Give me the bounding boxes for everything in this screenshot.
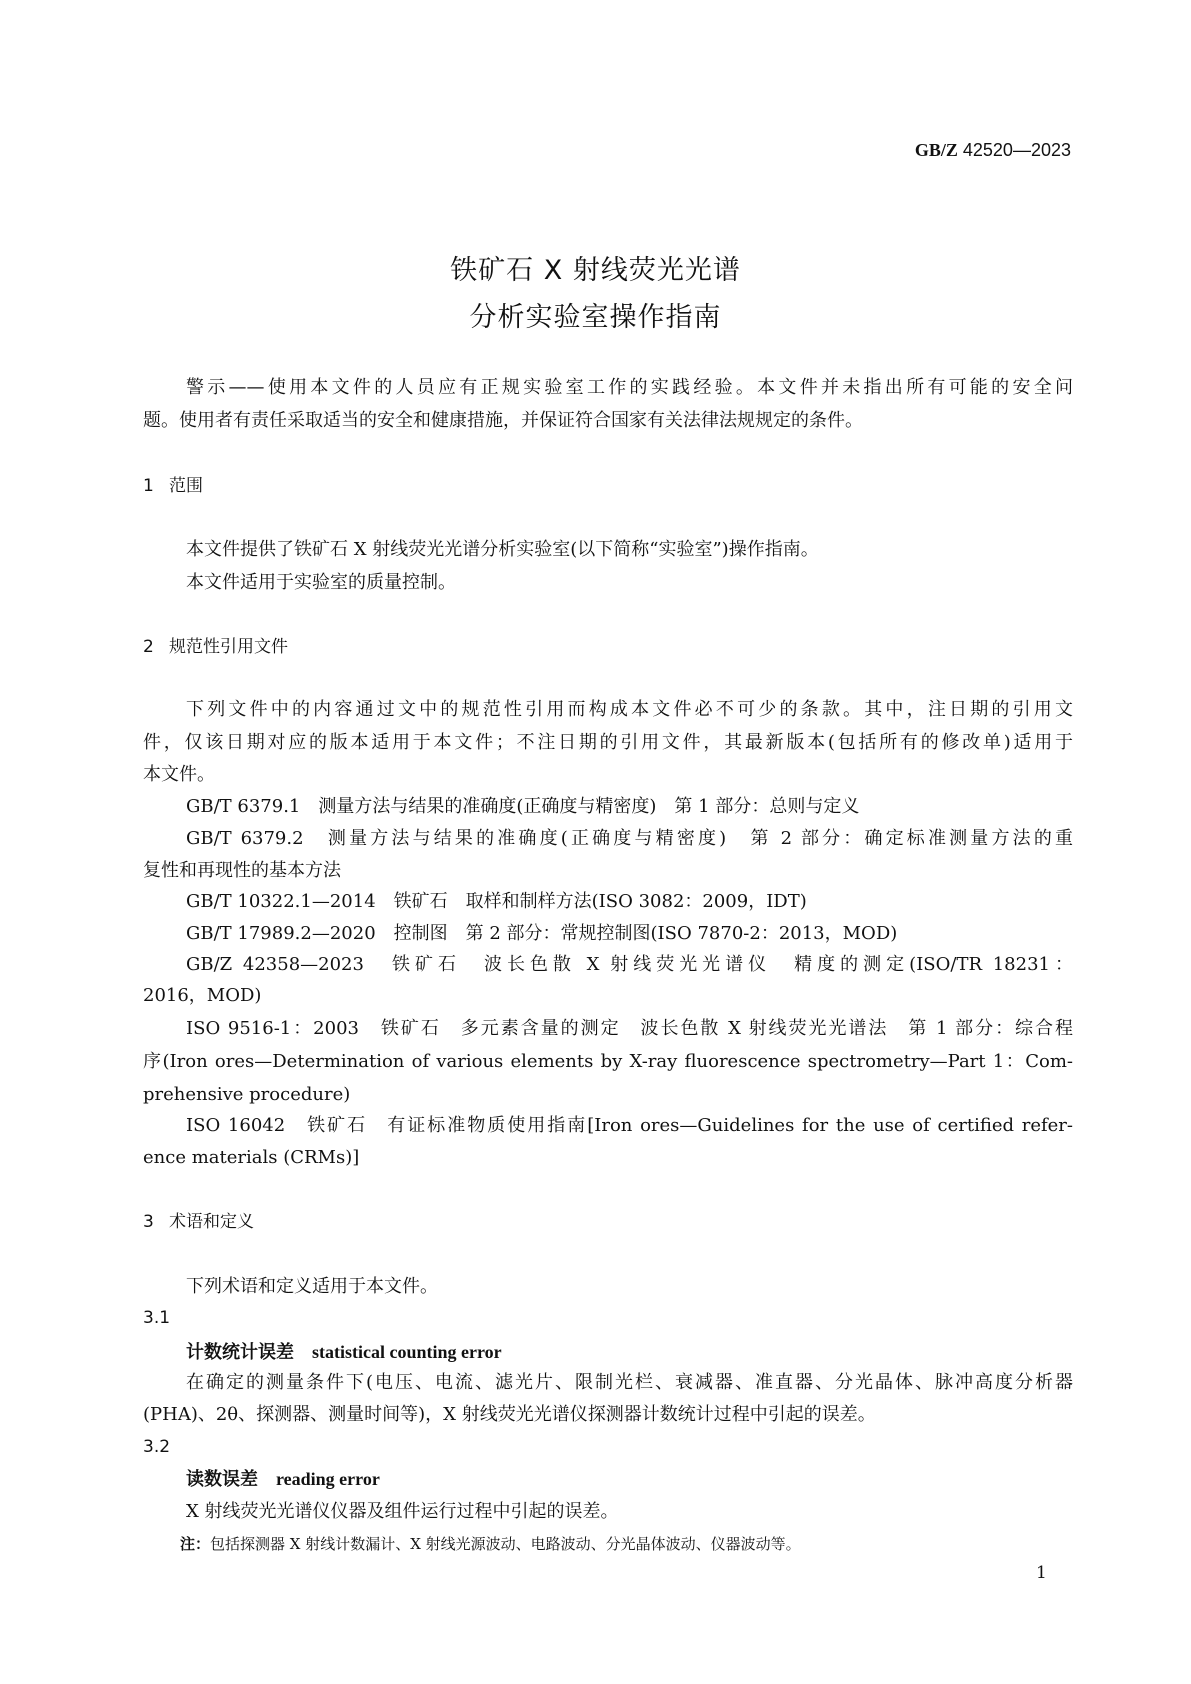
section-number: 2 <box>143 637 154 657</box>
paragraph-line: 本文件。 <box>143 764 215 785</box>
reference-item-cont: 2016，MOD) <box>143 985 262 1006</box>
document-code <box>915 140 1071 161</box>
warning-line: 题。使用者有责任采取适当的安全和健康措施，并保证符合国家有关法律法规规定的条件。 <box>143 410 863 431</box>
document-title-line-1: 铁矿石 X 射线荧光光谱 <box>450 255 741 286</box>
code-number: 42520—2023 <box>962 140 1071 160</box>
reference-item-cont: 序(Iron ores—Determination of various elements by X-ray fluorescence spectrometry—Part 1：Com- <box>143 1051 1073 1072</box>
term-heading <box>186 1340 1073 1365</box>
reference-item: ISO 16042 铁矿石 有证标准物质使用指南[Iron ores—Guidelines for the use of certified refer- <box>186 1115 1073 1136</box>
term-heading <box>186 1467 1073 1492</box>
code-prefix: GB/Z <box>914 140 958 160</box>
warning-line: 警示——使用本文件的人员应有正规实验室工作的实践经验。本文件并未指出所有可能的安全问 <box>186 377 1073 398</box>
reference-item-cont: 复性和再现性的基本方法 <box>143 860 341 881</box>
paragraph-line: 下列术语和定义适用于本文件。 <box>186 1276 438 1297</box>
definition-line: 在确定的测量条件下(电压、电流、滤光片、限制光栏、衰减器、准直器、分光晶体、脉冲高度分析器 <box>186 1372 1073 1393</box>
section-number: 1 <box>143 476 154 496</box>
term-en: reading error <box>276 1469 380 1489</box>
reference-item: GB/T 6379.2 测量方法与结果的准确度(正确度与精密度) 第 2 部分：确定标准测量方法的重 <box>186 828 1073 849</box>
paragraph-line: 件，仅该日期对应的版本适用于本文件；不注日期的引用文件，其最新版本(包括所有的修改单)适用于 <box>143 732 1073 753</box>
paragraph-line: 下列文件中的内容通过文中的规范性引用而构成本文件必不可少的条款。其中，注日期的引用文 <box>186 699 1073 720</box>
section-3-heading <box>143 1210 1073 1234</box>
section-title: 规范性引用文件 <box>169 637 288 657</box>
term-zh: 读数误差 <box>186 1469 258 1490</box>
note <box>180 1532 1067 1556</box>
document-title-line-2: 分析实验室操作指南 <box>469 302 722 333</box>
term-number: 3.1 <box>143 1308 171 1328</box>
reference-item-cont: prehensive procedure) <box>143 1084 351 1105</box>
reference-item: GB/T 6379.1 测量方法与结果的准确度(正确度与精密度) 第 1 部分：总则与定义 <box>186 796 860 817</box>
section-title: 范围 <box>169 476 203 496</box>
reference-item: ISO 9516-1：2003 铁矿石 多元素含量的测定 波长色散 X 射线荧光光谱法 第 1 部分：综合程 <box>186 1018 1073 1039</box>
paragraph-line: 本文件适用于实验室的质量控制。 <box>186 572 456 593</box>
reference-item: GB/T 10322.1—2014 铁矿石 取样和制样方法(ISO 3082：2009，IDT) <box>186 891 807 912</box>
paragraph-line: 本文件提供了铁矿石 X 射线荧光光谱分析实验室(以下简称“实验室”)操作指南。 <box>186 539 819 560</box>
section-1-heading <box>143 474 1073 498</box>
section-title: 术语和定义 <box>169 1212 254 1232</box>
note-text: 包括探测器 X 射线计数漏计、X 射线光源波动、电路波动、分光晶体波动、仪器波动等。 <box>210 1535 801 1553</box>
reference-item: GB/Z 42358—2023 铁矿石 波长色散 X 射线荧光光谱仪 精度的测定(ISO/TR 18231： <box>186 954 1073 975</box>
term-number: 3.2 <box>143 1437 171 1457</box>
note-label: 注： <box>180 1535 211 1553</box>
definition-line: X 射线荧光光谱仪仪器及组件运行过程中引起的误差。 <box>186 1501 619 1522</box>
term-en: statistical counting error <box>312 1342 502 1362</box>
section-number: 3 <box>143 1212 154 1232</box>
reference-item: GB/T 17989.2—2020 控制图 第 2 部分：常规控制图(ISO 7870-2：2013，MOD) <box>186 923 898 944</box>
reference-item-cont: ence materials (CRMs)] <box>143 1147 360 1168</box>
page-number: 1 <box>1036 1563 1047 1583</box>
term-zh: 计数统计误差 <box>186 1342 294 1363</box>
section-2-heading <box>143 635 1073 659</box>
definition-line: (PHA)、2θ、探测器、测量时间等)，X 射线荧光光谱仪探测器计数统计过程中引起的误差。 <box>143 1404 876 1425</box>
